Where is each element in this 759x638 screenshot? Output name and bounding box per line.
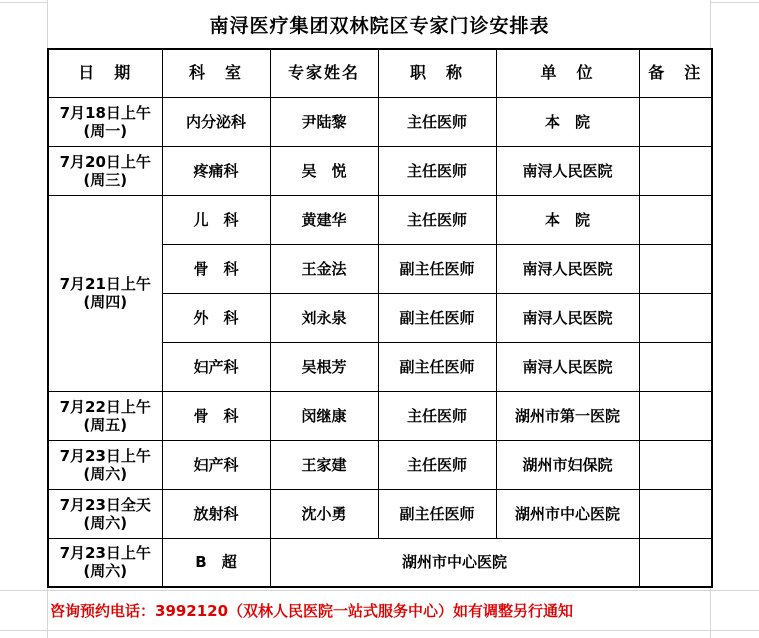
expert-name-cell: 王家建 [270,440,378,489]
expert-name-cell: 黄建华 [270,195,378,244]
header-unit: 单 位 [496,49,639,97]
table-row [48,538,712,587]
header-row [48,49,712,97]
remark-cell [639,489,712,538]
rank-cell: 副主任医师 [378,489,496,538]
table-row [48,97,712,146]
expert-name-cell: 刘永泉 [270,293,378,342]
unit-cell: 湖州市第一医院 [496,391,639,440]
rank-cell: 副主任医师 [378,244,496,293]
department-cell: 儿 科 [162,195,270,244]
rank-cell: 主任医师 [378,391,496,440]
expert-name-cell: 吴 悦 [270,146,378,195]
rank-cell: 主任医师 [378,146,496,195]
footer-note: 咨询预约电话：3992120（双林人民医院一站式服务中心）如有调整另行通知 [50,602,574,620]
date-cell: 7月23日全天 (周六) [48,489,162,538]
unit-cell: 南浔人民医院 [496,146,639,195]
remark-cell [639,146,712,195]
remark-cell [639,538,712,587]
unit-cell: 本 院 [496,97,639,146]
header-title-rank: 职 称 [378,49,496,97]
department-cell: 内分泌科 [162,97,270,146]
rank-cell: 副主任医师 [378,342,496,391]
remark-cell [639,342,712,391]
table-row [48,195,712,244]
header-date: 日 期 [48,49,162,97]
remark-cell [639,391,712,440]
date-cell: 7月18日上午 (周一) [48,97,162,146]
date-cell: 7月20日上午 (周三) [48,146,162,195]
expert-name-cell: 闵继康 [270,391,378,440]
expert-name-cell: 吴根芳 [270,342,378,391]
rank-cell: 主任医师 [378,440,496,489]
unit-cell: 南浔人民医院 [496,244,639,293]
unit-cell: 本 院 [496,195,639,244]
rank-cell: 主任医师 [378,195,496,244]
header-expert-name: 专家姓名 [270,49,378,97]
department-cell: 外 科 [162,293,270,342]
unit-cell: 湖州市中心医院 [496,489,639,538]
date-cell: 7月21日上午 (周四) [48,195,162,391]
header-remark: 备 注 [639,49,712,97]
rank-cell: 副主任医师 [378,293,496,342]
unit-cell: 湖州市中心医院 [270,538,639,587]
table-row [48,489,712,538]
remark-cell [639,440,712,489]
header-department: 科 室 [162,49,270,97]
table-row [48,391,712,440]
remark-cell [639,293,712,342]
department-cell: 疼痛科 [162,146,270,195]
table-row [48,440,712,489]
date-cell: 7月23日上午 (周六) [48,538,162,587]
remark-cell [639,97,712,146]
remark-cell [639,244,712,293]
date-cell: 7月22日上午 (周五) [48,391,162,440]
schedule-table [47,48,713,588]
department-cell: 骨 科 [162,244,270,293]
department-cell: B 超 [162,538,270,587]
expert-name-cell: 沈小勇 [270,489,378,538]
table-row [48,146,712,195]
department-cell: 骨 科 [162,391,270,440]
unit-cell: 南浔人民医院 [496,293,639,342]
expert-name-cell: 王金法 [270,244,378,293]
department-cell: 妇产科 [162,440,270,489]
rank-cell: 主任医师 [378,97,496,146]
unit-cell: 湖州市妇保院 [496,440,639,489]
unit-cell: 南浔人民医院 [496,342,639,391]
date-cell: 7月23日上午 (周六) [48,440,162,489]
department-cell: 妇产科 [162,342,270,391]
remark-cell [639,195,712,244]
page-title: 南浔医疗集团双林院区专家门诊安排表 [209,15,550,37]
expert-name-cell: 尹陆黎 [270,97,378,146]
department-cell: 放射科 [162,489,270,538]
